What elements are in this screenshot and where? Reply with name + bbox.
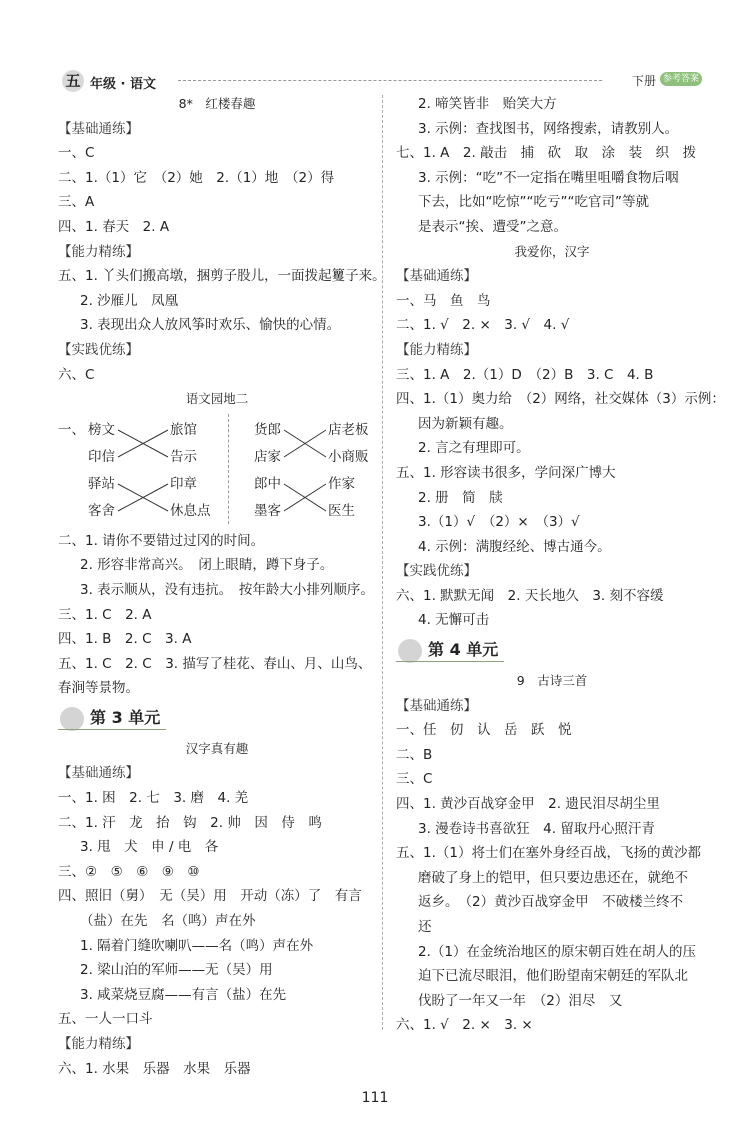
answer-line: 六、1. √ 2. × 3. × (396, 1017, 533, 1034)
answer-line: 伐盼了一年又一年 （2）泪尽 又 (418, 992, 623, 1009)
match-word: 货郎 (254, 421, 281, 438)
answer-line: 六、C (58, 366, 95, 383)
section-tag: 【实践优练】 (396, 563, 477, 580)
match-word: 旅馆 (170, 421, 197, 438)
match-word: 客舍 (88, 502, 115, 519)
answer-line: 一、任 仞 认 岳 跃 悦 (396, 722, 572, 739)
answer-line: 4. 示例：满腹经纶、博古通今。 (418, 538, 611, 555)
answer-line: 3. 咸菜烧豆腐——有言（盐）在先 (80, 986, 287, 1003)
section-tag: 【基础通练】 (58, 120, 139, 137)
match-word: 休息点 (170, 502, 211, 519)
answer-line: 1. 隔着门缝吹喇叭——名（鸣）声在外 (80, 937, 314, 954)
lesson-title: 汉字真有趣 (185, 740, 249, 756)
answer-line: 2. 册 简 牍 (418, 489, 503, 506)
answer-line: 六、1. 水果 乐器 水果 乐器 (58, 1060, 251, 1077)
answer-line: 二、1.（1）它 （2）她 2.（1）地 （2）得 (58, 169, 335, 186)
answer-line: 2.（1）在金统治地区的原宋朝百姓在胡人的压 (418, 943, 696, 960)
match-word: 小商贩 (328, 448, 369, 465)
column-divider (382, 95, 383, 1030)
unit-heading (58, 701, 376, 737)
match-word: 驿站 (88, 475, 115, 492)
section-tag: 【能力精练】 (396, 341, 477, 358)
unit-title: 第 3 单元 (90, 707, 161, 727)
unit-circle (398, 639, 422, 663)
unit-title: 第 4 单元 (428, 640, 499, 660)
match-word: 郎中 (254, 475, 281, 492)
grade-badge: 五 (62, 70, 84, 92)
match-word: 榜文 (88, 421, 115, 438)
header-tag: 参考答案 (660, 72, 702, 86)
right-column (396, 92, 725, 1038)
match-word: 店家 (254, 448, 281, 465)
answer-line: 三、② ⑤ ⑥ ⑨ ⑩ (58, 863, 200, 880)
unit-rule (58, 729, 166, 730)
answer-line: 3. 示例：“吃”不一定指在嘴里咀嚼食物后咽 (418, 169, 679, 186)
word-matching (58, 412, 376, 529)
answer-line: 五、一人一口斗 (58, 1011, 153, 1028)
match-word: 作家 (328, 475, 355, 492)
page-number: 111 (361, 1090, 389, 1106)
section-tag: 【基础通练】 (396, 268, 477, 285)
section-tag: 【基础通练】 (58, 765, 139, 782)
answer-line: 二、B (396, 746, 433, 763)
answer-line: 三、1. A 2.（1）D （2）B 3. C 4. B (396, 366, 654, 383)
answer-line: 3. 漫卷诗书喜欲狂 4. 留取丹心照汗青 (418, 820, 655, 837)
answer-line: 二、1. 请你不要错过过冈的时间。 (58, 532, 265, 549)
answer-line: 因为新颖有趣。 (418, 415, 513, 432)
answer-line: 一、1. 困 2. 七 3. 磨 4. 羌 (58, 790, 249, 807)
unit-rule (396, 661, 504, 662)
answer-line: 春涧等景物。 (58, 680, 139, 697)
header-subject: 年级 · 语文 (90, 77, 156, 92)
lesson-title: 9 古诗三首 (516, 673, 588, 689)
answer-line: 4. 无懈可击 (418, 612, 490, 629)
answer-line: 四、照旧（舅） 无（吴）用 开动（冻）了 有言 (58, 888, 362, 905)
answer-line: 3. 甩 犬 申 / 电 各 (80, 839, 219, 856)
answer-line: 五、1. C 2. C 3. 描写了桂花、春山、月、山鸟、 (58, 655, 372, 672)
match-word: 医生 (328, 502, 355, 519)
lesson-title: 我爱你，汉字 (514, 243, 590, 259)
page-header (58, 66, 702, 92)
answer-line: 四、1. 春天 2. A (58, 218, 170, 235)
header-volume: 下册 (631, 74, 656, 88)
answer-line: 二、1. √ 2. × 3. √ 4. √ (396, 317, 570, 334)
answer-line: 磨破了身上的铠甲，但只要边患还在，就绝不 (418, 869, 688, 886)
match-word: 印信 (88, 448, 115, 465)
answer-line: 是表示“挨、遭受”之意。 (418, 218, 567, 235)
match-prefix: 一、 (58, 421, 85, 438)
answer-line: 返乡。 （2）黄沙百战穿金甲 不破楼兰终不 (418, 894, 684, 911)
section-tag: 【能力精练】 (58, 1036, 139, 1052)
section-tag: 【实践优练】 (58, 341, 139, 358)
header-rule (178, 80, 602, 81)
answer-line: 六、1. 默默无闻 2. 天长地久 3. 刻不容缓 (396, 587, 664, 604)
answer-line: 3. 示例：查找图书，网络搜索，请教别人。 (418, 120, 679, 137)
answer-line: 四、1.（1）奥力给 （2）网络，社交媒体（3）示例： (396, 391, 725, 408)
answer-line: 五、1. 丫头们搬高墩，捆剪子股儿，一面拨起籰子来。 (58, 268, 386, 285)
unit-circle (60, 707, 84, 731)
answer-line: 三、C (396, 771, 433, 788)
match-word: 告示 (170, 448, 197, 465)
answer-line: 3.（1）√ （2）× （3）√ (418, 514, 580, 531)
answer-line: 一、C (58, 145, 95, 162)
answer-line: 三、1. C 2. A (58, 606, 152, 623)
answer-line: 四、1. B 2. C 3. A (58, 631, 192, 648)
answer-line: 五、1. 形容读书很多，学问深广博大 (396, 464, 616, 481)
answer-line: 迫下已流尽眼泪，他们盼望南宋朝廷的军队北 (418, 968, 688, 985)
lesson-title: 8* 红楼春趣 (178, 96, 256, 111)
match-word: 店老板 (328, 421, 369, 438)
answer-line: 2. 啼笑皆非 贻笑大方 (418, 96, 557, 112)
answer-line: 2. 沙雁儿 凤凰 (80, 292, 179, 309)
answer-line: 还 (418, 919, 432, 935)
left-column (58, 92, 386, 1081)
answer-line: 一、马 鱼 鸟 (396, 292, 491, 309)
answer-line: 下去，比如“吃惊”“吃亏”“吃官司”等就 (418, 194, 649, 211)
answer-line: 二、1. 汗 龙 抬 钩 2. 帅 因 侍 鸣 (58, 814, 322, 831)
answer-line: 3. 表示顺从，没有违抗。 按年龄大小排列顺序。 (80, 581, 374, 598)
answer-line: 3. 表现出众人放风筝时欢乐、愉快的心情。 (80, 317, 341, 334)
lesson-title: 语文园地二 (185, 391, 249, 407)
answer-line: 七、1. A 2. 敲击 捕 砍 取 涂 装 织 拨 (396, 145, 697, 162)
answer-line: 四、1. 黄沙百战穿金甲 2. 遗民泪尽胡尘里 (396, 796, 660, 813)
answer-line: 三、A (58, 194, 95, 211)
match-lines (58, 412, 376, 529)
answer-line: 五、1.（1）将士们在塞外身经百战，飞扬的黄沙都 (396, 845, 701, 862)
match-word: 墨客 (254, 502, 281, 519)
answer-line: 2. 言之有理即可。 (418, 440, 530, 457)
unit-heading (396, 633, 708, 669)
section-tag: 【能力精练】 (58, 243, 139, 260)
answer-line: 2. 梁山泊的军师——无（吴）用 (80, 962, 273, 979)
answer-line: （盐）在先 名（鸣）声在外 (80, 913, 256, 930)
answer-line: 2. 形容非常高兴。 闭上眼睛，蹲下身子。 (80, 557, 334, 574)
section-tag: 【基础通练】 (396, 697, 477, 714)
match-word: 印章 (170, 475, 197, 492)
